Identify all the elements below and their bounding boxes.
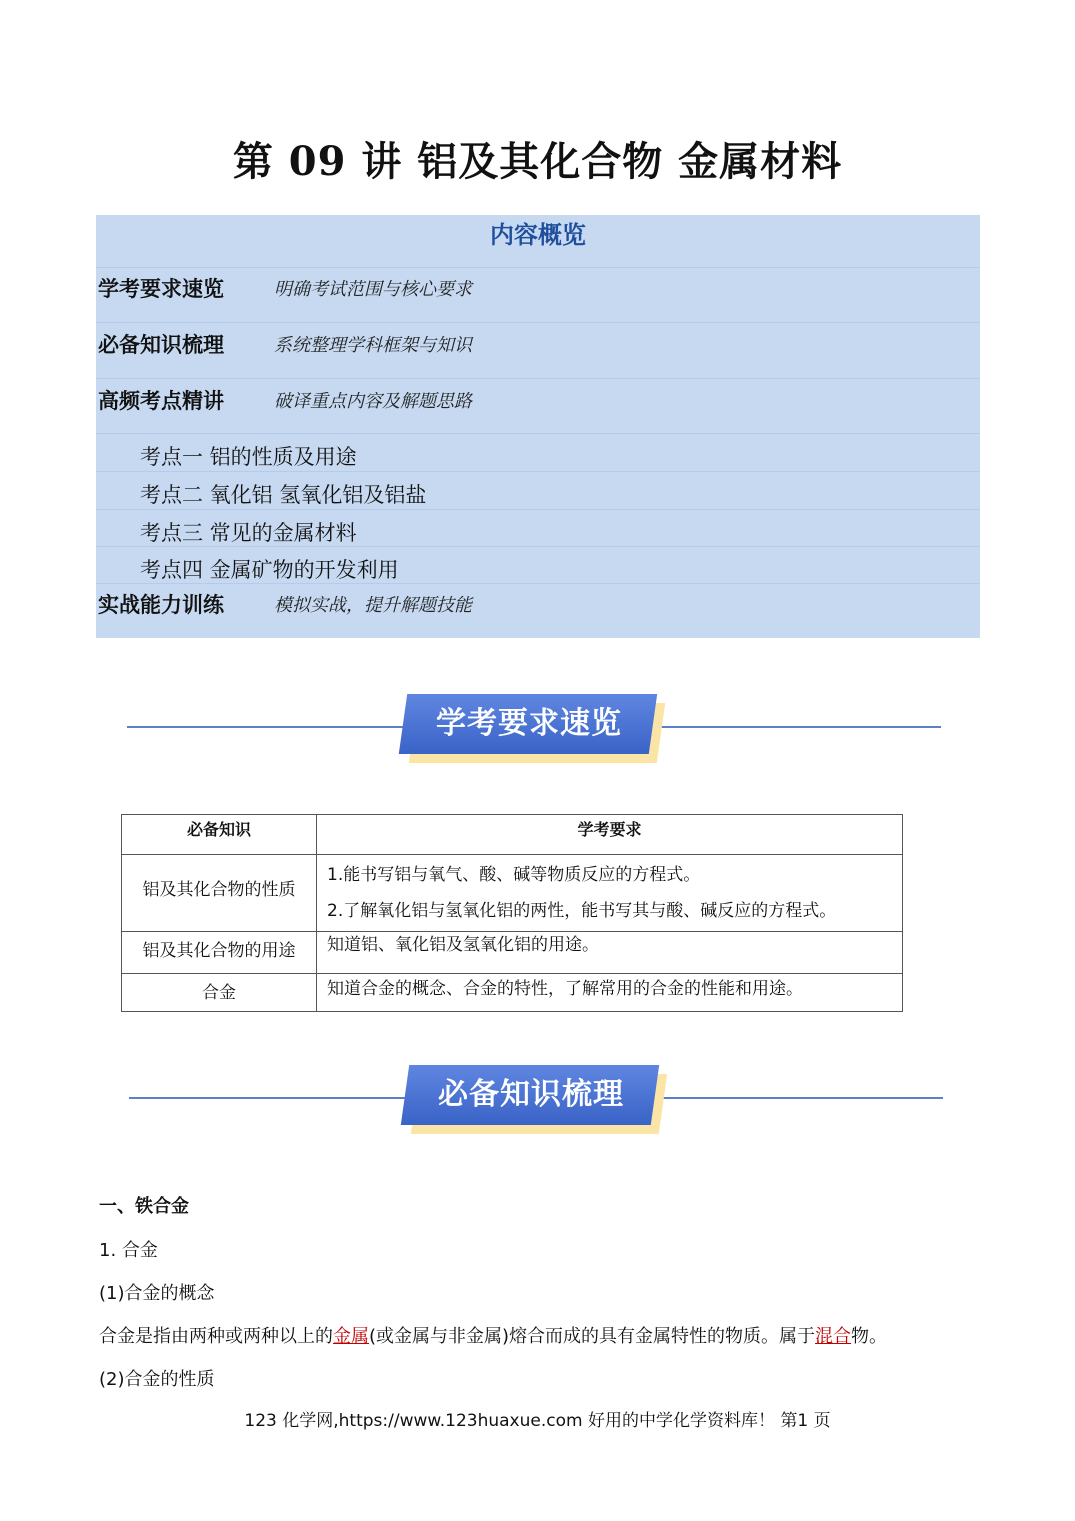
overview-row-label: 高频考点精讲 [98,389,224,413]
banner-tag [405,1065,657,1127]
text-run: 合金是指由两种或两种以上的 [99,1326,333,1347]
overview-row-label: 实战能力训练 [98,593,224,617]
paragraph [99,1322,887,1348]
exam-point-item: 考点四 金属矿物的开发利用 [140,558,399,582]
exam-point-item: 考点三 常见的金属材料 [140,521,357,545]
table-cell-requirement [317,932,903,974]
section-heading: 一、铁合金 [99,1196,189,1217]
fill-in-answer: 混合 [815,1326,852,1347]
requirements-table [121,814,903,1012]
requirement-line: 知道铝、氧化铝及氢氧化铝的用途。 [327,935,599,955]
divider [96,583,980,584]
section-banner-knowledge [0,1062,1075,1142]
table-row [122,855,903,932]
exam-point-item: 考点一 铝的性质及用途 [140,445,357,469]
sub-item-heading: (2)合金的性质 [99,1369,215,1390]
divider [96,378,980,379]
table-cell-topic: 铝及其化合物的性质 [122,855,317,932]
divider [96,546,980,547]
divider [96,322,980,323]
banner-text: 学考要求速览 [436,706,622,741]
requirement-line: 2.了解氧化铝与氢氧化铝的两性，能书写其与酸、碱反应的方程式。 [327,901,837,921]
overview-row-desc: 系统整理学科框架与知识 [274,335,472,356]
requirement-line: 1.能书写铝与氧气、酸、碱等物质反应的方程式。 [327,865,701,885]
table-header: 必备知识 [122,815,317,855]
item-heading: 1. 合金 [99,1240,158,1261]
text-run: (或金属与非金属)熔合而成的具有金属特性的物质。属于 [369,1326,816,1347]
requirement-line: 知道合金的概念、合金的特性，了解常用的合金的性能和用途。 [327,979,803,999]
divider [96,471,980,472]
divider [96,509,980,510]
banner-text: 必备知识梳理 [438,1077,624,1112]
table-cell-requirement [317,974,903,1012]
table-header-row [122,815,903,855]
table-row [122,974,903,1012]
table-cell-topic: 合金 [122,974,317,1012]
overview-row-desc: 模拟实战，提升解题技能 [274,595,472,616]
table-header: 学考要求 [317,815,903,855]
banner-tag [403,694,655,756]
divider [96,267,980,268]
banner-line-right [657,1097,943,1099]
overview-heading: 内容概览 [490,220,586,249]
table-cell-topic: 铝及其化合物的用途 [122,932,317,974]
section-banner-requirements [0,690,1075,770]
content-overview-box [96,215,980,638]
banner-line-right [655,726,941,728]
page-footer: 123 化学网,https://www.123huaxue.com 好用的中学化学资料库！ 第1 页 [244,1411,831,1431]
page-title: 第 09 讲 铝及其化合物 金属材料 [232,138,843,185]
table-row [122,932,903,974]
sub-item-heading: (1)合金的概念 [99,1283,215,1304]
divider [96,433,980,434]
overview-row-label: 学考要求速览 [98,277,224,301]
overview-row-desc: 破译重点内容及解题思路 [274,391,472,412]
fill-in-answer: 金属 [333,1326,369,1347]
banner-line-left [129,1097,405,1099]
overview-row-desc: 明确考试范围与核心要求 [274,279,472,300]
text-run: 物。 [851,1326,888,1347]
table-cell-requirement [317,855,903,932]
banner-line-left [127,726,403,728]
overview-row-label: 必备知识梳理 [98,333,224,357]
exam-point-item: 考点二 氧化铝 氢氧化铝及铝盐 [140,483,427,507]
